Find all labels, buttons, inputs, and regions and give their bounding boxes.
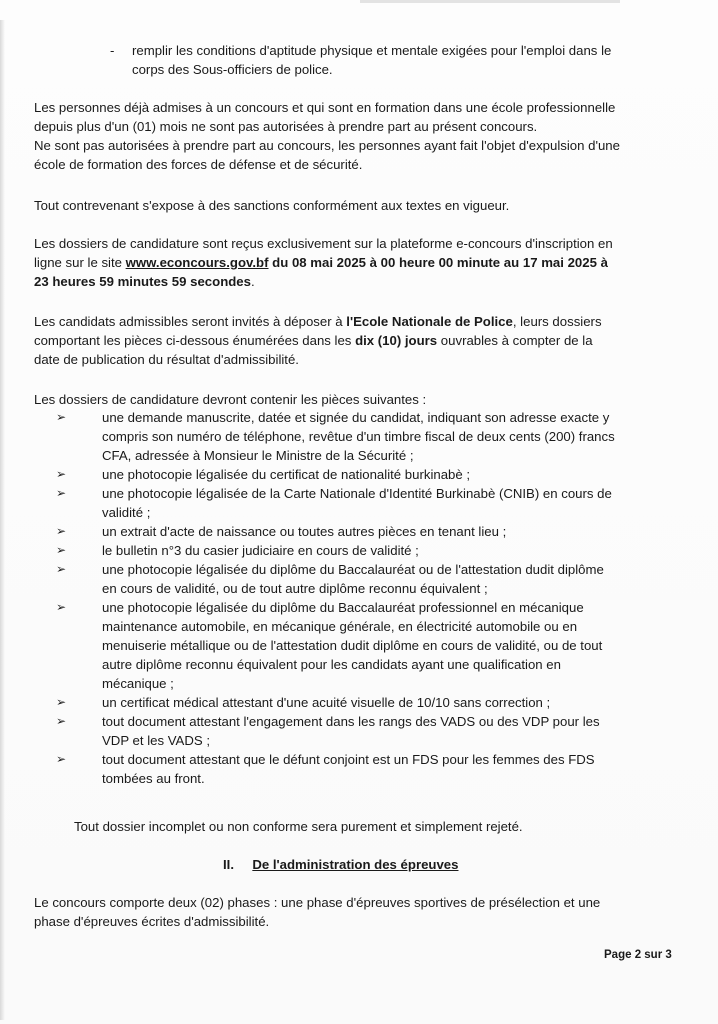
text-line: date de publication du résultat d'admissibilité. <box>34 352 299 367</box>
dash-bullet: - <box>110 43 115 58</box>
text-segment: ouvrables à compter de la <box>437 333 593 348</box>
arrow-bullet-icon: ➢ <box>56 543 67 557</box>
page-number <box>604 949 672 961</box>
piece-line: mécanique ; <box>102 676 174 691</box>
dossiers-paragraph <box>34 234 674 291</box>
text-line: Le concours comporte deux (02) phases : une phase d'épreuves sportives de présélection et une <box>34 895 601 910</box>
text-segment: ligne sur le site <box>34 255 126 270</box>
text-segment: . <box>250 274 255 289</box>
text-line: phase d'épreuves écrites d'admissibilité. <box>34 914 270 929</box>
piece-line: maintenance automobile, en mécanique générale, en électricité automobile ou en <box>102 619 578 634</box>
text-line <box>34 312 674 331</box>
piece-item <box>102 598 672 693</box>
piece-line: une photocopie légalisée de la Carte Nationale d'Identité Burkinabè (CNIB) en cours de <box>102 486 612 501</box>
piece-line: autre diplôme reconnu équivalent pour les candidats ayant une qualification en <box>102 657 561 672</box>
piece-item <box>102 522 672 541</box>
piece-line: une photocopie légalisée du certificat de nationalité burkinabè ; <box>102 467 471 482</box>
text-line: Ne sont pas autorisées à prendre part au concours, les personnes ayant fait l'objet d'expulsion d'une <box>34 138 620 153</box>
piece-line: un certificat médical attestant d'une acuité visuelle de 10/10 sans correction ; <box>102 695 551 710</box>
piece-item <box>102 465 672 484</box>
piece-line: tout document attestant que le défunt conjoint est un FDS pour les femmes des FDS <box>102 752 595 767</box>
text-line: depuis plus d'un (01) mois ne sont pas autorisées à prendre part au présent concours. <box>34 119 538 134</box>
section-number: II. <box>223 857 234 872</box>
piece-line: un extrait d'acte de naissance ou toutes autres pièces en tenant lieu ; <box>102 524 507 539</box>
arrow-bullet-icon: ➢ <box>56 467 67 481</box>
jours-count: dix (10) jours <box>355 333 438 348</box>
text-line: remplir les conditions d'aptitude physique et mentale exigées pour l'emploi dans le <box>132 43 612 58</box>
piece-line: CFA, adressée à Monsieur le Ministre de la Sécurité ; <box>102 448 414 463</box>
arrow-bullet-icon: ➢ <box>56 562 67 576</box>
text-line <box>34 272 674 291</box>
admissibles-paragraph <box>34 312 674 369</box>
pieces-intro: Les dossiers de candidature devront contenir les pièces suivantes : <box>34 392 427 407</box>
piece-line: validité ; <box>102 505 151 520</box>
scan-shadow <box>0 20 5 1020</box>
bold-time: 23 heures 59 minutes 59 secondes <box>34 274 251 289</box>
piece-item <box>102 712 672 750</box>
footer-current: 2 <box>634 949 642 961</box>
piece-item <box>102 541 672 560</box>
piece-line: menuiserie métallique ou de l'attestation dudit diplôme en cours de validité, ou de tout <box>102 638 603 653</box>
text-line <box>34 331 674 350</box>
section-heading <box>223 855 458 874</box>
text-line: école de formation des forces de défense et de sécurité. <box>34 157 363 172</box>
piece-line: compris son numéro de téléphone, revêtue d'un timbre fiscal de deux cents (200) francs <box>102 429 615 444</box>
admises-paragraph <box>34 98 674 174</box>
piece-line: VDP et les VADS ; <box>102 733 210 748</box>
phases-paragraph <box>34 893 674 931</box>
arrow-bullet-icon: ➢ <box>56 714 67 728</box>
bold-dates: du 08 mai 2025 à 00 heure 00 minute au 17 mai 2025 à <box>268 255 608 270</box>
piece-line: une photocopie légalisée du diplôme du Baccalauréat ou de l'attestation dudit diplôme <box>102 562 604 577</box>
scan-edge <box>360 0 620 3</box>
text-line: Les personnes déjà admises à un concours et qui sont en formation dans une école professionnelle <box>34 100 616 115</box>
piece-line: une demande manuscrite, datée et signée du candidat, indiquant son adresse exacte y <box>102 410 610 425</box>
text-segment: comportant les pièces ci-dessous énumérées dans les <box>34 333 356 348</box>
footer-middle: sur <box>641 949 666 961</box>
footer-prefix: Page <box>604 949 635 961</box>
aptitude-paragraph <box>132 41 672 79</box>
arrow-bullet-icon: ➢ <box>56 695 67 709</box>
piece-item <box>102 408 672 465</box>
piece-line: en cours de validité, ou de tout autre diplôme reconnu équivalent ; <box>102 581 488 596</box>
piece-item <box>102 484 672 522</box>
arrow-bullet-icon: ➢ <box>56 486 67 500</box>
piece-item <box>102 693 672 712</box>
text-segment: Les candidats admissibles seront invités à déposer à <box>34 314 347 329</box>
arrow-bullet-icon: ➢ <box>56 600 67 614</box>
piece-item <box>102 750 672 788</box>
text-line: corps des Sous-officiers de police. <box>132 62 333 77</box>
arrow-bullet-icon: ➢ <box>56 752 67 766</box>
incomplet-paragraph: Tout dossier incomplet ou non conforme sera purement et simplement rejeté. <box>74 819 523 834</box>
sanctions-paragraph: Tout contrevenant s'expose à des sanctions conformément aux textes en vigueur. <box>34 198 510 213</box>
text-segment: , leurs dossiers <box>512 314 602 329</box>
footer-total: 3 <box>665 949 672 961</box>
section-title: De l'administration des épreuves <box>252 857 459 872</box>
piece-line: le bulletin n°3 du casier judiciaire en cours de validité ; <box>102 543 419 558</box>
arrow-bullet-icon: ➢ <box>56 524 67 538</box>
piece-line: tout document attestant l'engagement dans les rangs des VADS ou des VDP pour les <box>102 714 600 729</box>
ecole-name: l'Ecole Nationale de Police <box>346 314 513 329</box>
text-line: Les dossiers de candidature sont reçus exclusivement sur la plateforme e-concours d'inscription en <box>34 236 613 251</box>
website-link[interactable]: www.econcours.gov.bf <box>125 255 269 270</box>
piece-line: une photocopie légalisée du diplôme du Baccalauréat professionnel en mécanique <box>102 600 584 615</box>
text-line <box>34 253 674 272</box>
arrow-bullet-icon: ➢ <box>56 410 67 424</box>
piece-line: tombées au front. <box>102 771 205 786</box>
piece-item <box>102 560 672 598</box>
